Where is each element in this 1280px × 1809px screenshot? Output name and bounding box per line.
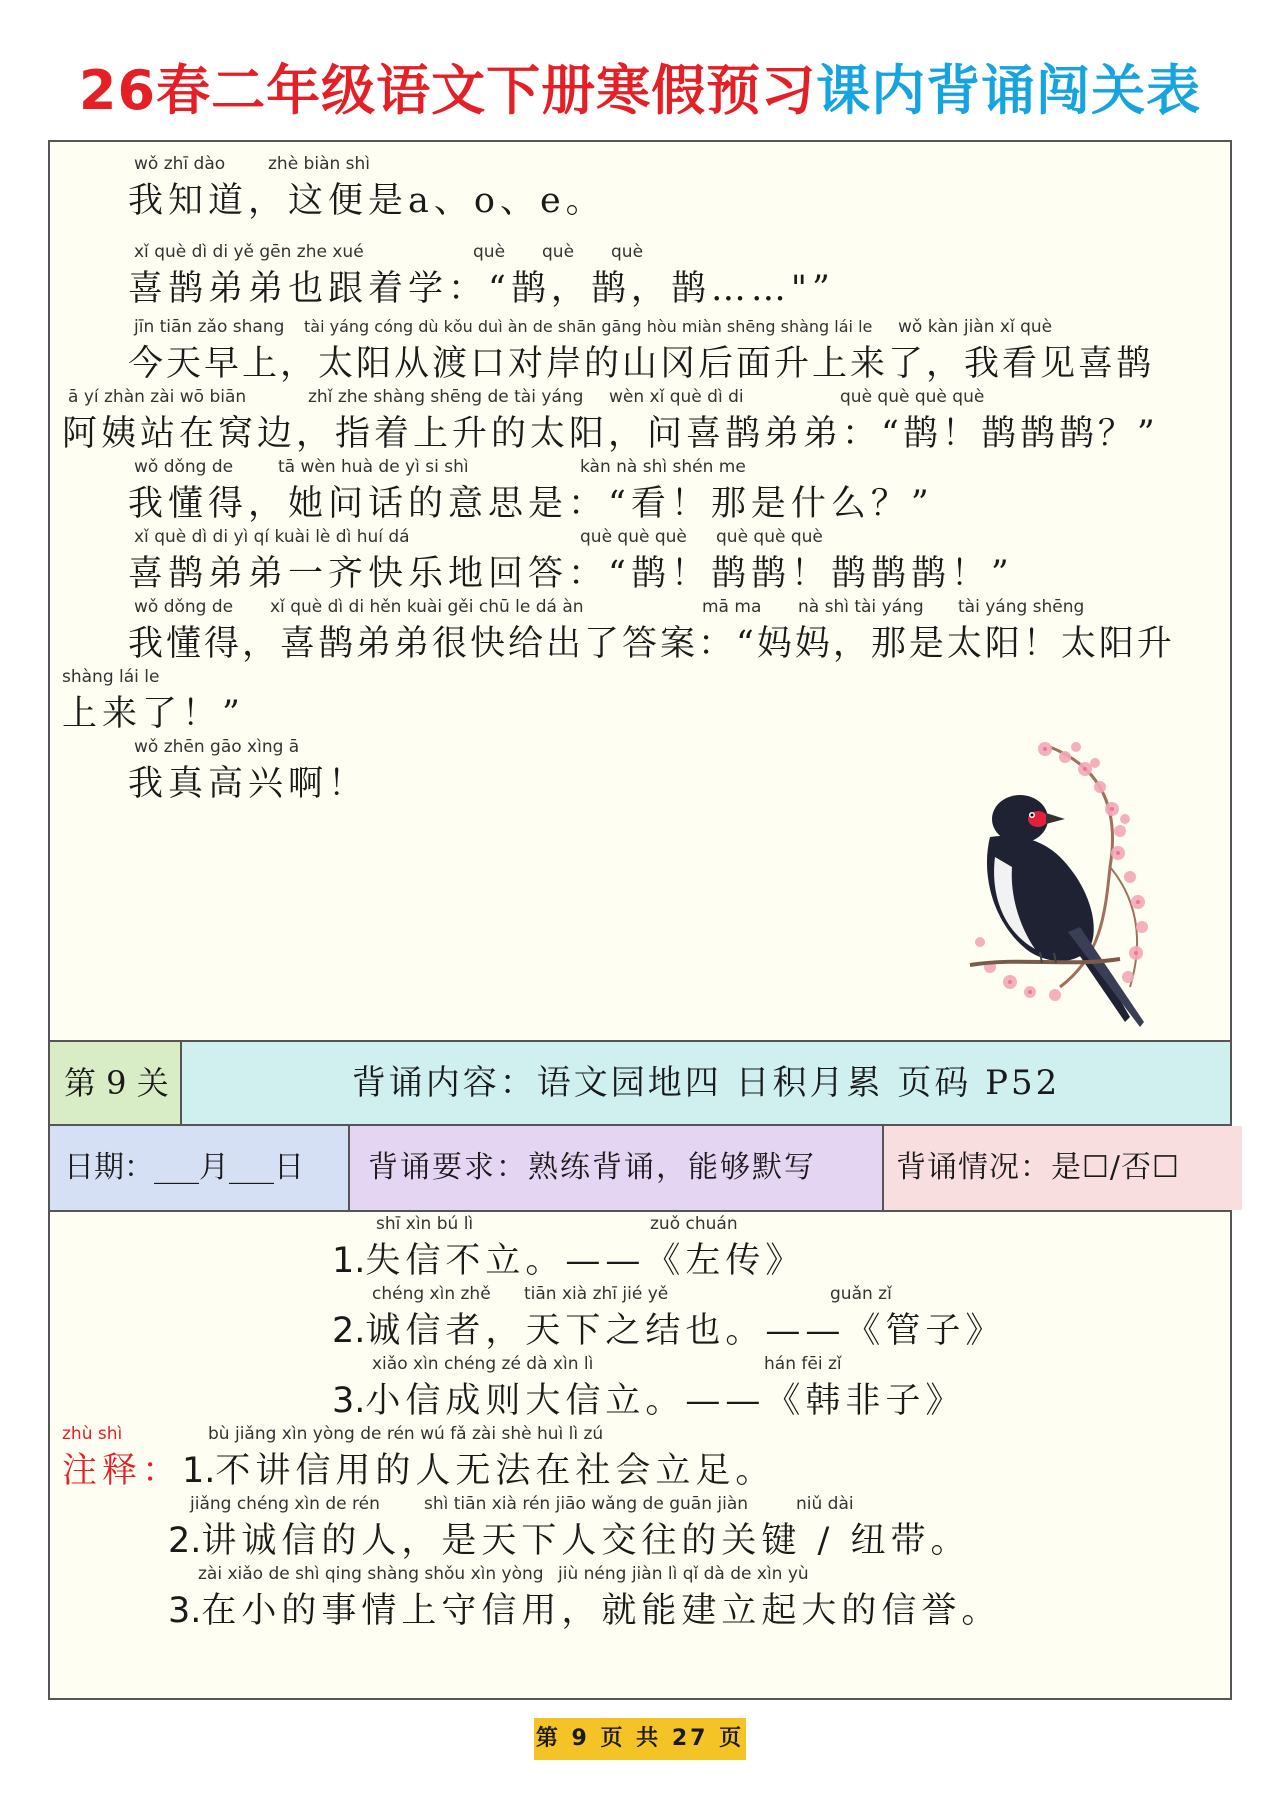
pinyin: jiǎng chéng xìn de rén — [190, 1494, 380, 1514]
note-text: 讲诚信的人，是天下人交往的关键 / 纽带。 — [201, 1521, 971, 1561]
saying-number: 1. — [332, 1241, 366, 1281]
title-part3: 课内背诵闯关表 — [816, 59, 1202, 122]
pinyin: kàn nà shì shén me — [580, 457, 746, 477]
note-text: 在小的事情上守信用，就能建立起大的信誉。 — [201, 1591, 1002, 1631]
poem-line — [128, 242, 835, 322]
pinyin: wǒ zhēn gāo xìng ā — [134, 737, 300, 757]
pinyin: tài yáng cóng dù kǒu duì àn de shān gāng hòu miàn shēng shàng lái le — [304, 317, 873, 336]
saying-number: 3. — [332, 1381, 366, 1421]
pinyin: què — [542, 242, 575, 262]
pinyin: shī xìn bú lì — [376, 1214, 474, 1234]
pinyin: zuǒ chuán — [650, 1214, 738, 1234]
saying-text: 小信成则大信立。——《韩非子》 — [365, 1381, 966, 1421]
pinyin: què què què què — [840, 387, 985, 407]
recitation-sheet — [48, 140, 1232, 1700]
poem-line-text: 我懂得，她问话的意思是：“看！那是什么？” — [128, 484, 934, 524]
requirement-cell: 背诵要求：熟练背诵，能够默写 — [350, 1126, 884, 1210]
pinyin: xǐ què dì di hěn kuài gěi chū le dá àn — [270, 597, 584, 617]
pinyin: tā wèn huà de yì si shì — [278, 457, 469, 477]
saying-line — [332, 1214, 805, 1294]
pinyin: nà shì tài yáng — [798, 597, 924, 617]
pinyin: wǒ kàn jiàn xǐ què — [898, 317, 1053, 337]
poem-line — [62, 387, 1159, 467]
pinyin: què què què — [580, 527, 687, 547]
saying-line — [332, 1354, 965, 1434]
level-row — [50, 1040, 1230, 1126]
poem-line — [128, 737, 368, 817]
pinyin: wǒ dǒng de — [134, 457, 234, 477]
note-line — [168, 1564, 1001, 1644]
pinyin: zài xiǎo de shì qing shàng shǒu xìn yòng — [198, 1564, 544, 1584]
note-number: 1. — [182, 1451, 216, 1491]
poem-line — [128, 457, 934, 537]
poem-line-text: 我知道，这便是a、o、e。 — [128, 181, 606, 221]
poem-line-text: 喜鹊弟弟一齐快乐地回答：“鹊！鹊鹊！鹊鹊鹊！” — [128, 554, 1014, 594]
poem-line-text: 我懂得，喜鹊弟弟很快给出了答案：“妈妈，那是太阳！太阳升 — [128, 624, 1175, 664]
poem-line-text: 阿姨站在窝边，指着上升的太阳，问喜鹊弟弟：“鹊！鹊鹊鹊？” — [62, 414, 1159, 454]
pinyin: zhè biàn shì — [268, 154, 371, 174]
saying-line — [332, 1284, 1005, 1364]
pinyin: tiān xià zhī jié yě — [524, 1284, 669, 1304]
note-number: 3. — [168, 1591, 202, 1631]
pinyin: wèn xǐ què dì di — [609, 387, 744, 407]
pinyin: què — [611, 242, 644, 262]
pinyin: bù jiǎng xìn yòng de rén wú fǎ zài shè huì lì zú — [208, 1424, 604, 1444]
pinyin: guǎn zǐ — [830, 1284, 892, 1304]
pinyin: wǒ dǒng de — [134, 597, 234, 617]
note-text: 不讲信用的人无法在社会立足。 — [215, 1451, 776, 1491]
pinyin: què — [473, 242, 506, 262]
pinyin: mā ma — [702, 597, 762, 617]
title-part1: 26春二年级语文下册 — [78, 59, 597, 122]
pinyin: niǔ dài — [796, 1494, 854, 1514]
poem-line-text: 我真高兴啊！ — [128, 764, 369, 804]
note-number: 2. — [168, 1521, 202, 1561]
sayings-section — [50, 1212, 1230, 1702]
page-number: 第 9 页 共 27 页 — [534, 1718, 746, 1760]
pinyin: xiǎo xìn chéng zé dà xìn lì — [372, 1354, 594, 1374]
pinyin: chéng xìn zhě — [372, 1284, 491, 1304]
pinyin: shàng lái le — [62, 667, 160, 687]
poem-line — [128, 597, 1175, 677]
recite-content-cell: 背诵内容：语文园地四 日积月累 页码 P52 — [182, 1042, 1230, 1124]
pinyin: què què què — [716, 527, 823, 547]
notes-label: 注释： — [62, 1451, 183, 1491]
poem-line — [128, 154, 606, 234]
pinyin: xǐ què dì di yì qí kuài lè dì huí dá — [134, 527, 410, 547]
status-cell: 背诵情况：是☐/否☐ — [884, 1126, 1242, 1210]
note-line — [62, 1424, 775, 1504]
pinyin: wǒ zhī dào — [134, 154, 226, 174]
date-cell: 日期：___月___日 — [50, 1126, 350, 1210]
notes-label-pinyin: zhù shì — [62, 1424, 123, 1444]
title-part2: 寒假预习 — [596, 59, 817, 122]
pinyin: tài yáng shēng — [958, 597, 1085, 617]
level-cell: 第 9 关 — [50, 1042, 182, 1124]
pinyin: shì tiān xià rén jiāo wǎng de guān jiàn — [424, 1494, 749, 1514]
pinyin: xǐ què dì di yě gēn zhe xué — [134, 242, 364, 262]
poem-line — [128, 317, 1154, 397]
poem-line-text: 上来了！” — [62, 694, 245, 734]
poem-line-text: 今天早上，太阳从渡口对岸的山冈后面升上来了，我看见喜鹊 — [128, 344, 1155, 384]
pinyin: zhǐ zhe shàng shēng de tài yáng — [308, 387, 584, 407]
pinyin: hán fēi zǐ — [764, 1354, 842, 1374]
pinyin: ā yí zhàn zài wō biān — [68, 387, 247, 407]
poem-line — [62, 667, 245, 747]
saying-text: 诚信者，天下之结也。——《管子》 — [365, 1311, 1006, 1351]
note-line — [168, 1494, 970, 1574]
saying-number: 2. — [332, 1311, 366, 1351]
poem-section — [50, 142, 1230, 1040]
page-title — [0, 48, 1280, 125]
poem-line-text: 喜鹊弟弟也跟着学：“鹊，鹊，鹊……"” — [128, 269, 835, 309]
info-row — [50, 1126, 1230, 1212]
saying-text: 失信不立。——《左传》 — [365, 1241, 806, 1281]
pinyin: jiù néng jiàn lì qǐ dà de xìn yù — [558, 1564, 809, 1584]
magpie-illustration — [950, 727, 1220, 1047]
pinyin: jīn tiān zǎo shang — [134, 317, 285, 337]
poem-line — [128, 527, 1014, 607]
